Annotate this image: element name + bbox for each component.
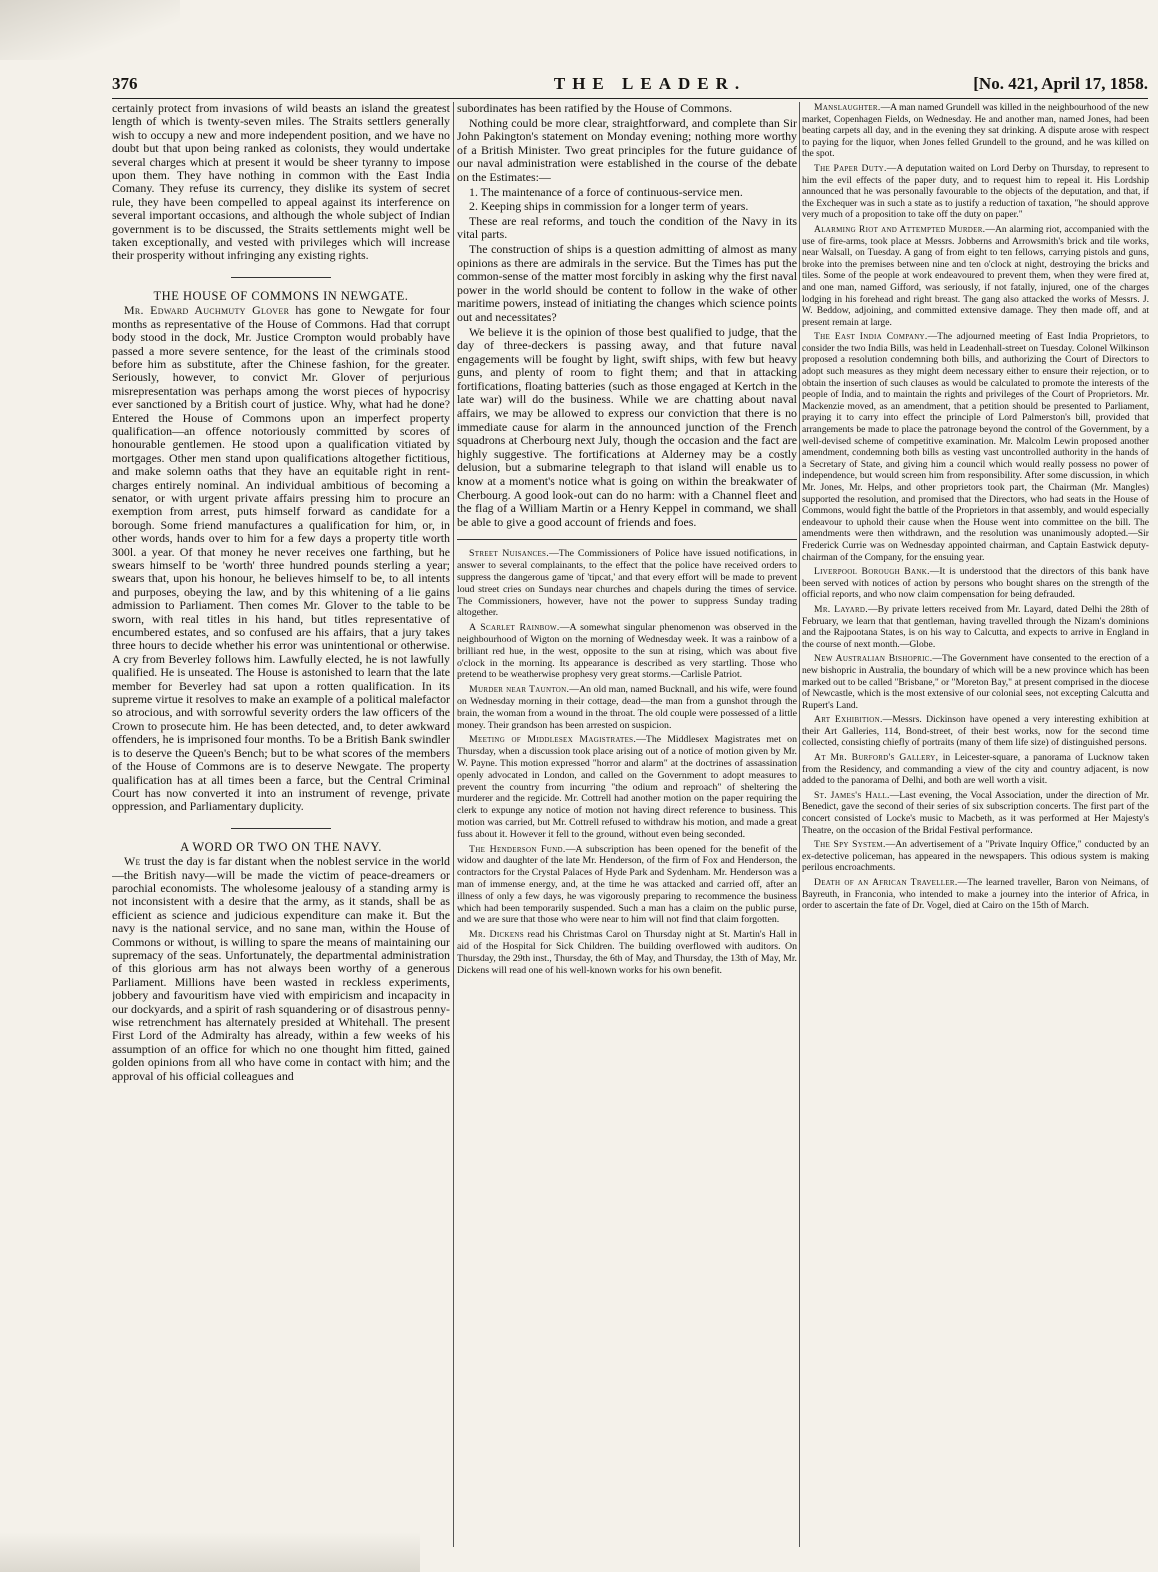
article-paragraph: The construction of ships is a question admitting of almost as many opinions as there are admirals in the service. But the Times has put the common-sense of the matter most forcibly in asking why the first naval power in the world should be content to follow in the wake of other maritime powers, instead of initiating the changes which science points out and necessitates?	[457, 241, 797, 324]
news-item-head: Death of an African Traveller.	[814, 877, 958, 888]
news-item	[457, 929, 797, 976]
news-items	[457, 539, 797, 976]
article-paragraph: 2. Keeping ships in commission for a longer term of years.	[469, 199, 749, 214]
article-paragraph: These are real reforms, and touch the condition of the Navy in its vital parts.	[457, 213, 797, 242]
column-1	[112, 102, 450, 1552]
news-item-text: —The Commissioners of Police have issued notifications, in answer to several complainants, to the effect that the police have received orders to suppress the dangerous game of 'tipcat,' and that every effort will be made to prevent loud street cries on Sundays near churches and chapels during the times of service. The Commissioners, however, have not the power to suppress Sunday trading altogether.	[457, 548, 797, 619]
article-paragraph: 1. The maintenance of a force of continuous-service men.	[469, 184, 743, 199]
article-paragraph	[112, 855, 450, 1083]
news-item	[802, 752, 1149, 787]
news-item-text: —A man named Grundell was killed in the neighbourhood of the new market, Copenhagen Fields, on Wednesday. He and another man, named Jones, had been beating carpets all day, and in the evening they sat drinking. A dispute arose with respect to paying for the liquor, when Jones felled Grundell to the ground, and he was killed on the spot.	[802, 102, 1149, 160]
page-number: 376	[112, 74, 138, 93]
news-item	[802, 163, 1149, 221]
news-item-text: in Leicester-square, a panorama of Lucknow taken from the Residency, and commanding a view of the city and country adjacent, is now added to the panorama of Delhi, and both are well worth a visit.	[802, 752, 1149, 787]
news-item-text: —An advertisement of a "Private Inquiry Office," conducted by an ex-detective policeman, has appeared in the newspapers. This odious system is making perilous encroachments.	[802, 839, 1149, 874]
news-item-head: The Henderson Fund.	[469, 843, 566, 855]
column-rule	[453, 102, 454, 1547]
news-item-text: —The Middlesex Magistrates met on Thursday, when a discussion took place arising out of a notice of motion given by Mr. W. Payne. This motion expressed "horror and alarm" at the doctrines of assassination openly advocated in London, and called on the Government to adopt measures to prevent the country from incurring "the odium and reproach" of sheltering the murderer and the regicide. Mr. Cottrell had another motion on the paper requiring the clerk to expunge any notice of motion not having direct reference to business. This motion was carried, but Mr. Cottrell refused to withdraw his motion, and made a great fuss about it. However it fell to the ground, without even being seconded.	[457, 734, 797, 840]
page-wear-corner	[0, 0, 180, 60]
news-item-text: —Messrs. Dickinson have opened a very interesting exhibition at their Art Galleries, 114, Bond-street, of their best works, now for the second time collected, consisting chiefly of portraits (many of them life size) of distinguished persons.	[802, 714, 1149, 749]
news-item-head: The Paper Duty.	[814, 162, 887, 174]
news-item-text: —It is understood that the directors of this bank have been served with notices of action by persons who bought shares on the strength of the official reports, and who now claim compensation for being defrauded.	[802, 566, 1149, 601]
news-item-head: Alarming Riot and Attempted Murder.	[814, 223, 986, 235]
lead-in: We	[124, 854, 141, 869]
article-paragraph: certainly protect from invasions of wild beasts an island the greatest length of which is twenty-seven miles. The Straits settlers generally wish to occupy a new and more independent position, and we have no doubt but that upon being ranked as colonists, they would undertake several charges which at present it would be sheer tyranny to impose upon them. They have nothing in common with the East India Comany. They refuse its currency, they dislike its system of secret rule, they have been compelled to appeal against its interference on several important occasions, and although the whole subject of Indian government is to be discussed, the Straits settlements might well be taken exceptionally, and vested with privileges which will increase their prosperity without infringing any existing rights.	[112, 102, 450, 263]
column-rule	[799, 102, 800, 1547]
news-item	[802, 566, 1149, 601]
masthead-title: THE LEADER.	[553, 74, 747, 93]
article-text: has gone to Newgate for four months as representative of the House of Commons. Had that corrupt body stood in the dock, Mr. Justice Crompton would probably have passed a more severe sentence, for the least of the criminals stood before him as substitute, after the Chinese fashion, for the greater. Seriously, however, to convict Mr. Glover of perjurious misrepresentation was perhaps among the worst pieces of hypocrisy ever sanctioned by a British court of justice. Why, what had he done? Entered the House of Commons upon an imperfect property qualification—an offence notoriously committed by scores of honourable gentlemen. He stood upon a qualification vitiated by mortgages. Other men stand upon qualifications altogether fictitious, and make solemn oaths that they have an equitable right in rent-charges entirely nominal. An individual ambitious of becoming a senator, or with urgent private affairs pressing him to procure an exemption from arrest, puts himself forward as candidate for a borough. Some friend manufactures a qualification for him, or, in other words, hands over to him for a few days a property title worth 300l. a year. Of that money he never receives one farthing, but he swears himself to be 'worth' three hundred pounds sterling a year; swears that, upon his honour, he believes himself to be, to all intents and purposes, obeying the law, and by this whitening of a lie gains admission to Parliament. Then comes Mr. Glover to the table to be sworn, with real titles in his hand, but titles representative of encumbered estates, and so confused are his affairs, that a jury takes three hours to decide whether his error was unintentional or otherwise. A cry from Beverley follows him. Lawfully elected, he is not lawfully qualified. He is unseated. The House is astonished to learn that the late member for Beverley had sat upon a rotten qualification. In its supreme virtue it resolves to make an example of a political malefactor so atrocious, and with sorrowful severity orders the law officers of the Crown to prosecute him. He has been detected, and, to deter awkward offenders, he is imprisoned four months. To be a British Bank swindler is to deserve the Queen's Bench; but to be what scores of the members of the House of Commons are is to deserve Newgate. The property qualification has at all times been a farce, but the Central Criminal Court has now converted it into an instrument of revenge, private oppression, and Parliamentary duplicity.	[112, 303, 450, 814]
news-item-text: —An alarming riot, accompanied with the use of fire-arms, took place at Messrs. Jobberns and Arrowsmith's brick and tile works, near Walsall, on Tuesday. A gang of from eight to ten fellows, carrying pistols and guns, broke into the premises between nine and ten o'clock at night, destroying the bricks and tiles. Some of the people at work endeavoured to prevent them, when they were fired at, and one man, named Gifford, was seriously, if not fatally, injured, one of the charges lodging in his forehead and right breast. The gang also attacked the works of Messrs. J. W. Beddow, adjoining, and committed extensive damage. They then made off, and at present remain at large.	[802, 223, 1149, 328]
news-item-text: —A deputation waited on Lord Derby on Thursday, to represent to him the evil effects of the paper duty, and to request him to repeal it. His Lordship announced that he was personally favourable to the objects of the deputation, and that, if the Exchequer was in such a state as to justify a reduction of taxation, "he should approve very much of a proposition to take off the duty on paper."	[802, 162, 1149, 221]
news-item-head: Murder near Taunton.	[469, 684, 570, 696]
news-item-text: —A subscription has been opened for the benefit of the widow and daughter of the late Mr. Henderson, of the firm of Fox and Henderson, the contractors for the Crystal Palaces of Hyde Park and Sydenham. Mr. Henderson was a man of immense energy, and, at the time he was attacked and carried off, after an illness of only a few days, he was vigorously preparing to recommence the business which had been temporarily suspended. Such a man has a claim on the public purse, and we are sure that those who were near to him will not find that claim forgotten.	[457, 843, 797, 926]
news-item-head: Liverpool Borough Bank.	[814, 566, 930, 578]
page-wear-bottom	[0, 1532, 420, 1572]
news-item	[802, 224, 1149, 328]
news-item-head: St. James's Hall.	[814, 789, 890, 801]
headline-newgate: THE HOUSE OF COMMONS IN NEWGATE.	[153, 288, 409, 303]
column-3	[802, 102, 1149, 1557]
news-item-head: Mr. Dickens	[469, 929, 524, 941]
news-item	[802, 653, 1149, 711]
section-divider	[231, 277, 331, 278]
news-item	[802, 790, 1149, 836]
news-item-head: New Australian Bishopric.	[814, 653, 933, 665]
news-item-text: read his Christmas Carol on Thursday night at St. Martin's Hall in aid of the Hospital for Sick Children. The building overflowed with auditors. On Thursday, the 29th inst., Thursday, the 6th of May, and Thursday, the 13th of May, Mr. Dickens will read one of his well-known works for his own benefit.	[457, 929, 797, 976]
news-item-head: At Mr. Burford's Gallery,	[814, 752, 939, 764]
news-item-head: Meeting of Middlesex Magistrates.	[469, 734, 637, 746]
news-item	[802, 839, 1149, 874]
headline-navy: A WORD OR TWO ON THE NAVY.	[180, 839, 382, 854]
news-item-text: —The Government have consented to the erection of a new bishopric in Australia, the boundary of which will be a new province which has been marked out to be called "Brisbane," or "Moreton Bay," at present comprised in the diocese of Newcastle, which is the most extensive of our colonial sees, not excepting Calcutta and Rupert's Land.	[802, 653, 1149, 711]
article-paragraph: subordinates has been ratified by the House of Commons.	[457, 102, 733, 115]
news-item	[802, 102, 1149, 160]
news-item-head: Art Exhibition.	[814, 714, 883, 726]
column-2	[457, 102, 797, 1557]
issue-date: [No. 421, April 17, 1858.	[973, 74, 1148, 93]
news-item	[802, 604, 1149, 650]
news-item-text: —By private letters received from Mr. Layard, dated Delhi the 28th of February, we learn that that gentleman, having travelled through the Nizam's dominions and the Rajpootana States, is on his way to Calcutta, and expects to arrive in England in the course of next month.—Globe.	[802, 603, 1149, 650]
news-item	[457, 844, 797, 927]
navy-article-continued	[457, 102, 797, 529]
header-rule	[112, 98, 1148, 99]
news-item-text: —The adjourned meeting of East India Proprietors, to consider the two India Bills, was held in Leadenhall-street on Tuesday. Colonel Wilkinson proposed a resolution condemning both bills, and authorizing the Court of Directors to adopt such measures as they might deem necessary either to ensure their rejection, or to obtain the insertion of such clauses as would be calculated to promote the interests of the people of India, and to maintain the rights and privileges of the Court of Proprietors. Mr. Mackenzie moved, as an amendment, that a petition should be presented to Parliament, praying it to carry into effect the principle of Lord Palmerston's bill, provided that arrangements be made to place the patronage beyond the control of the Government, by a well-devised scheme of competitive examination. Mr. Malcolm Lewin proposed another amendment, condemning both bills as vesting vast uncontrolled authority in the hands of a Secretary of State, and giving him a council which would really possess no power of independence, but would screen him from responsibility. After some discussion, in which Mr. Jones, Mr. Helps, and other proprietors took part, the Chairman (Mr. Mangles) supported the resolution, and promised that the Directors, who had seats in the House of Commons, would fight the battle of the Proprietors in that assembly, and would especially endeavour to uphold their cause when the House went into committee on the bill. The amendments were then withdrawn, and the resolution was unanimously adopted.—Sir Frederick Currie was on Wednesday appointed chairman, and Captain Eastwick deputy-chairman of the Company, for the ensuing year.	[802, 331, 1149, 563]
lead-in: Mr. Edward Auchmuty Glover	[124, 303, 290, 318]
news-item-head: The East India Company.	[814, 331, 928, 343]
news-item	[457, 734, 797, 840]
news-item-text: —The learned traveller, Baron von Neimans, of Bayreuth, in Franconia, who intended to make a journey into the interior of Africa, in order to ascertain the fate of Dr. Vogel, died at Cairo on the 15th of March.	[802, 877, 1149, 912]
news-item-text: —An old man, named Bucknall, and his wife, were found on Wednesday morning in their cottage, dead—the man from a gunshot through the brain, the woman from a wound in the throat. The old couple were possessed of a little money. Their grandson has been arrested on suspicion.	[457, 684, 797, 731]
news-item-head: The Spy System.	[814, 839, 886, 851]
news-item	[802, 331, 1149, 563]
news-item-head: A Scarlet Rainbow.	[469, 622, 560, 634]
news-item-head: Mr. Layard.	[814, 603, 868, 615]
page-header	[112, 74, 1148, 96]
news-item	[802, 877, 1149, 912]
news-item	[457, 622, 797, 681]
news-item	[457, 548, 797, 619]
news-item	[802, 714, 1149, 749]
news-item-text: —Last evening, the Vocal Association, under the direction of Mr. Benedict, gave the second of their series of six subscription concerts. The first part of the concert consisted of Locke's music to Macbeth, as it was performed at Her Majesty's Theatre, on the occasion of the Bridal Festival performance.	[802, 789, 1149, 836]
section-divider	[231, 828, 331, 829]
news-item-head: Manslaughter.	[814, 102, 881, 113]
article-paragraph: We believe it is the opinion of those best qualified to judge, that the day of three-deckers is passing away, and that future naval engagements will be fought by light, swift ships, with few but heavy guns, and plenty of room to fight them; and that in attacking fortifications, floating batteries (such as those engaged at Kertch in the late war) will do the business. While we are chatting about naval affairs, we may be allowed to express our conviction that there is no immediate cause for alarm in the announced junction of the French squadrons at Cherbourg next July, though the occasion and the fact are highly suggestive. The fortifications at Alderney may be a costly delusion, but a submarine telegraph to that island will enable us to know at a moment's notice what is going on within the breakwater of Cherbourg. A good look-out can do no harm: with a Channel fleet and the flag of a William Martin or a Henry Keppel in command, we shall be able to give a good account of friends and foes.	[457, 324, 797, 529]
article-text: trust the day is far distant when the noblest service in the world—the British navy—will be made the victim of peace-dreamers or parochial economists. The wholesome jealousy of a standing army is not inconsistent with a desire that the army, as it stands, shall be as efficient as science and judicious expenditure can make it. But the navy is the national service, and no sane man, within the House of Commons or without, is willing to spare the means of maintaining our supremacy of the seas. Unfortunately, the departmental administration of this glorious arm has not always been worthy of a generous Parliament. Millions have been wasted in reckless experiments, jobbery and favouritism have vied with empiricism and incapacity in our dockyards, and a spirit of rash squandering or of disastrous penny-wise retrenchment has alternately presided at Whitehall. The present First Lord of the Admiralty has already, within a few weeks of his assumption of an office for which no one thought him fitted, gained golden opinions from all who have come in contact with him; and the approval of his official colleagues and	[112, 854, 450, 1083]
news-item-text: —A somewhat singular phenomenon was observed in the neighbourhood of Wigton on the morning of Wednesday week. It was a rainbow of a brilliant red hue, in the west, opposite to the sun at rising, which was about five o'clock in the morning. Its appearance is described as very startling. Those who pretend to be weatherwise prophesy very great storms.—Carlisle Patriot.	[457, 622, 797, 681]
article-paragraph	[112, 304, 450, 813]
news-item	[457, 684, 797, 731]
news-item-head: Street Nuisances.	[469, 548, 549, 560]
article-paragraph: Nothing could be more clear, straightforward, and complete than Sir John Pakington's statement on Monday evening; nothing more worthy of a British Minister. Two great principles for the future guidance of our naval administration were established in the course of the debate on the Estimates:—	[457, 115, 797, 184]
